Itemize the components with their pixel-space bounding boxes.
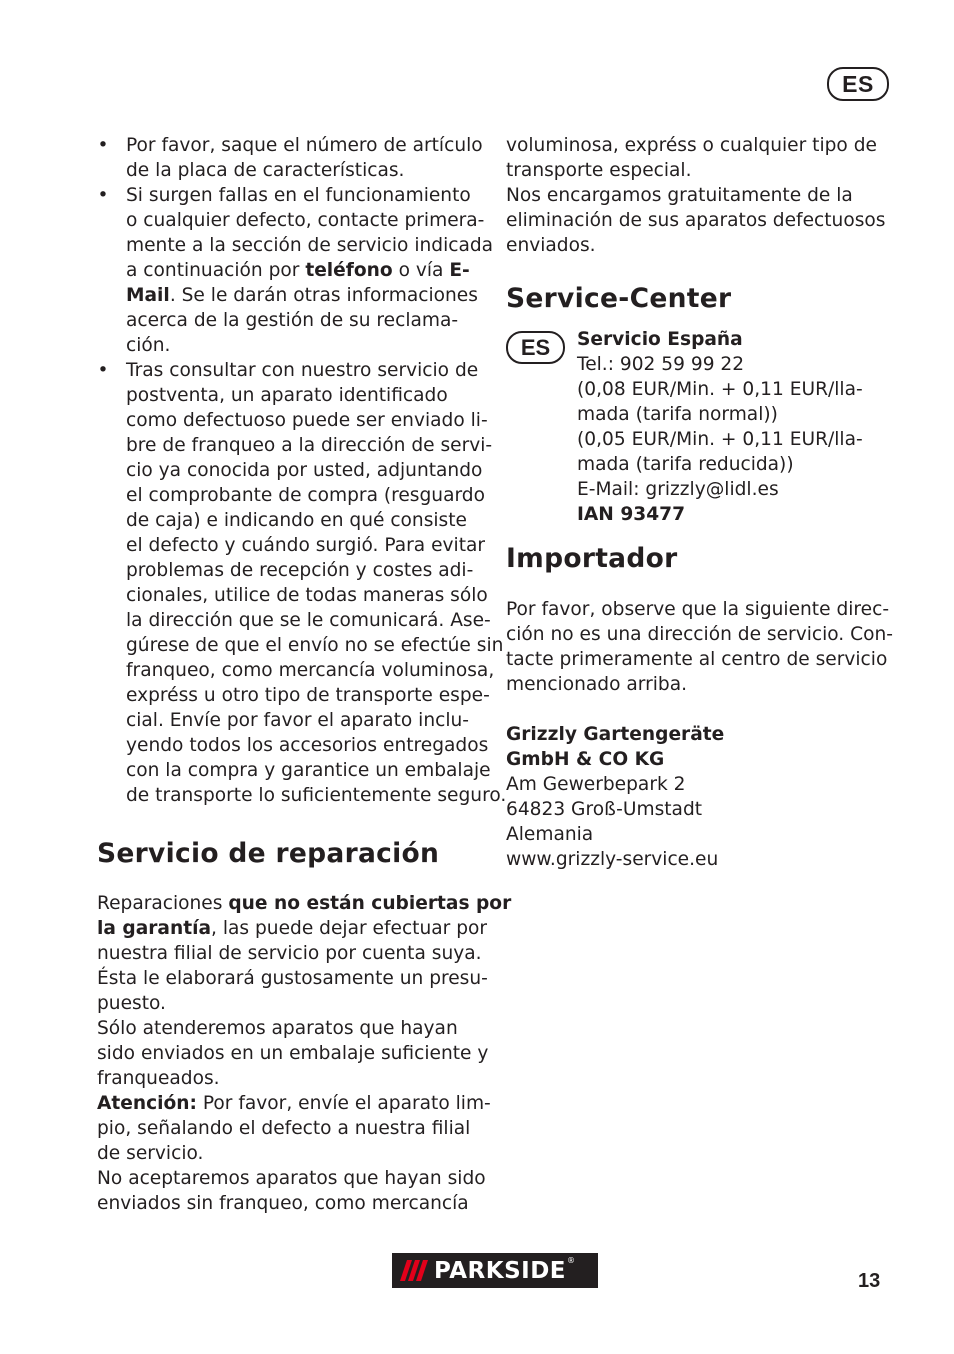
text-line: [126, 658, 495, 683]
text-line: [97, 1166, 492, 1191]
text-line: [126, 608, 492, 633]
text-line: [577, 477, 896, 502]
text-run: gúrese de que el envío no se efectúe sin: [126, 635, 504, 656]
text-run: con la compra y garantice un embalaje: [126, 760, 491, 781]
text-run: mada (tarifa reducida)): [577, 454, 794, 475]
logo-stripes-icon: [392, 1253, 432, 1288]
text-run: Tel.: 902 59 99 22: [577, 354, 745, 375]
bold-text: que no están cubiertas por: [228, 893, 512, 914]
text-run: Por favor, envíe el aparato lim-: [196, 1093, 491, 1114]
importer-note: [506, 597, 896, 697]
text-run: www.grizzly-service.eu: [506, 849, 719, 870]
text-run: el comprobante de compra (resguardo: [126, 485, 485, 506]
text-run: , las puede dejar efectuar por: [211, 918, 488, 939]
text-run: acerca de la gestión de su reclama-: [126, 310, 459, 331]
text-line: [506, 158, 896, 183]
bold-text: teléfono: [305, 260, 393, 281]
text-line: [126, 158, 492, 183]
text-run: enviados sin franqueo, como mercancía: [97, 1193, 469, 1214]
text-line: [506, 672, 896, 697]
text-line: [97, 891, 512, 916]
text-run: 64823 Groß-Umstadt: [506, 799, 703, 820]
text-run: enviados.: [506, 235, 596, 256]
text-run: Tras consultar con nuestro servicio de: [126, 360, 479, 381]
text-run: de transporte lo suficientemente seguro.: [126, 785, 507, 806]
bold-text: Grizzly Gartengeräte: [506, 724, 725, 745]
text-line: [126, 633, 504, 658]
text-run: o cualquier defecto, contacte primera-: [126, 210, 485, 231]
text-run: (0,05 EUR/Min. + 0,11 EUR/lla-: [577, 429, 863, 450]
right-column: [506, 133, 896, 872]
text-line: [126, 458, 492, 483]
bold-text: Mail: [126, 285, 170, 306]
text-run: Alemania: [506, 824, 594, 845]
text-run: problemas de recepción y costes adi-: [126, 560, 474, 581]
text-run: franqueados.: [97, 1068, 220, 1089]
country-badge: ES: [506, 331, 565, 364]
text-run: sido enviados en un embalaje suficiente y: [97, 1043, 489, 1064]
text-line: [506, 822, 896, 847]
text-run: voluminosa, expréss o cualquier tipo de: [506, 135, 877, 156]
text-line: [506, 133, 896, 158]
text-line: [97, 966, 492, 991]
bullet-item: [97, 133, 492, 183]
text-line: [97, 1016, 492, 1041]
text-line: [506, 722, 896, 747]
bold-text: GmbH & CO KG: [506, 749, 665, 770]
text-run: Reparaciones: [97, 893, 229, 914]
text-line: [126, 383, 492, 408]
text-run: como defectuoso puede ser enviado li-: [126, 410, 488, 431]
text-run: tacte primeramente al centro de servicio: [506, 649, 888, 670]
text-run: postventa, un aparato identificado: [126, 385, 448, 406]
text-line: [577, 377, 896, 402]
text-line: [126, 483, 492, 508]
text-run: ción no es una dirección de servicio. Con-: [506, 624, 893, 645]
text-line: [126, 208, 492, 233]
language-badge: ES: [827, 67, 889, 101]
bullet-item: [97, 183, 492, 358]
text-line: [126, 358, 492, 383]
service-contact-lines: [577, 327, 896, 527]
text-run: mada (tarifa normal)): [577, 404, 778, 425]
repair-heading: Servicio de reparación: [97, 838, 440, 869]
service-contact: [506, 327, 896, 527]
importer-address: [506, 722, 896, 872]
text-run: de caja) e indicando en qué consiste: [126, 510, 467, 531]
text-line: [577, 327, 896, 352]
text-run: Si surgen fallas en el funcionamiento: [126, 185, 471, 206]
text-line: [577, 402, 896, 427]
text-line: [126, 783, 507, 808]
text-line: [97, 1041, 492, 1066]
text-line: [97, 941, 492, 966]
left-column: [97, 133, 512, 1216]
text-run: eliminación de sus aparatos defectuosos: [506, 210, 886, 231]
text-line: [126, 733, 492, 758]
text-line: [506, 183, 896, 208]
text-line: [97, 991, 492, 1016]
bold-text: Atención:: [97, 1093, 197, 1114]
text-line: [97, 1091, 492, 1116]
repair-paragraph: [97, 891, 512, 1216]
text-run: yendo todos los accesorios entregados: [126, 735, 489, 756]
text-run: . Se le darán otras informaciones: [169, 285, 478, 306]
text-run: expréss u otro tipo de transporte espe-: [126, 685, 490, 706]
bold-text: Servicio España: [577, 329, 743, 350]
text-run: nuestra filial de servicio por cuenta suya.: [97, 943, 482, 964]
text-line: [97, 916, 492, 941]
bold-text: E-: [449, 260, 470, 281]
text-run: o vía: [392, 260, 450, 281]
text-run: pio, señalando el defecto a nuestra filial: [97, 1118, 471, 1139]
text-line: [126, 308, 492, 333]
text-run: ción.: [126, 335, 171, 356]
text-line: [126, 508, 492, 533]
text-run: Ésta le elaborará gustosamente un presu-: [97, 968, 488, 989]
text-run: (0,08 EUR/Min. + 0,11 EUR/lla-: [577, 379, 863, 400]
text-line: [506, 233, 896, 258]
bold-text: la garantía: [97, 918, 212, 939]
importer-heading: Importador: [506, 543, 678, 574]
text-run: Am Gewerbepark 2: [506, 774, 686, 795]
text-line: [126, 133, 492, 158]
text-line: [506, 797, 896, 822]
text-line: [126, 333, 492, 358]
text-line: [506, 847, 896, 872]
text-run: Por favor, saque el número de artículo: [126, 135, 483, 156]
text-line: [577, 352, 896, 377]
text-line: [126, 583, 492, 608]
text-run: No aceptaremos aparatos que hayan sido: [97, 1168, 486, 1189]
text-run: mencionado arriba.: [506, 674, 687, 695]
text-run: mente a la sección de servicio indicada: [126, 235, 494, 256]
text-line: [577, 427, 896, 452]
text-line: [126, 233, 492, 258]
text-line: [126, 558, 492, 583]
text-line: [97, 1066, 492, 1091]
text-line: [506, 208, 896, 233]
text-run: puesto.: [97, 993, 166, 1014]
text-run: la dirección que se le comunicará. Ase-: [126, 610, 491, 631]
bullet-icon: •: [97, 360, 109, 381]
instructions-bullet-list: [97, 133, 507, 808]
text-line: [126, 183, 492, 208]
text-line: [97, 1191, 492, 1216]
text-line: [506, 772, 896, 797]
text-run: el defecto y cuándo surgió. Para evitar: [126, 535, 486, 556]
text-run: de la placa de características.: [126, 160, 405, 181]
text-run: bre de franqueo a la dirección de servi-: [126, 435, 493, 456]
service-center-heading: Service-Center: [506, 283, 732, 314]
text-line: [126, 533, 492, 558]
bullet-icon: •: [97, 185, 109, 206]
text-line: [126, 283, 492, 308]
text-line: [506, 597, 896, 622]
text-line: [97, 1141, 492, 1166]
text-line: [577, 452, 896, 477]
text-run: cio ya conocida por usted, adjuntando: [126, 460, 483, 481]
text-line: [506, 647, 896, 672]
spacer: [506, 697, 896, 722]
text-run: cial. Envíe por favor el aparato inclu-: [126, 710, 469, 731]
text-run: Nos encargamos gratuitamente de la: [506, 185, 853, 206]
text-line: [97, 1116, 492, 1141]
text-run: de servicio.: [97, 1143, 204, 1164]
text-line: [506, 747, 896, 772]
text-line: [126, 758, 492, 783]
text-run: cionales, utilice de todas maneras sólo: [126, 585, 488, 606]
text-run: franqueo, como mercancía voluminosa,: [126, 660, 495, 681]
text-run: a continuación por: [126, 260, 306, 281]
registered-mark: ®: [567, 1256, 576, 1265]
text-line: [506, 622, 896, 647]
shipping-paragraph: [506, 133, 896, 258]
text-run: E-Mail: grizzly@lidl.es: [577, 479, 779, 500]
text-run: transporte especial.: [506, 160, 692, 181]
text-line: [126, 258, 492, 283]
text-run: Sólo atenderemos aparatos que hayan: [97, 1018, 458, 1039]
page-number: 13: [858, 1270, 881, 1292]
bold-text: IAN 93477: [577, 504, 686, 525]
bullet-item: [97, 358, 507, 808]
bullet-icon: •: [97, 135, 109, 156]
text-line: [126, 708, 492, 733]
text-line: [126, 433, 492, 458]
text-line: [126, 408, 492, 433]
text-line: [577, 502, 896, 527]
text-run: Por favor, observe que la siguiente direc-: [506, 599, 890, 620]
parkside-logo: [392, 1253, 598, 1288]
brand-name: PARKSIDE: [434, 1257, 567, 1284]
text-line: [126, 683, 492, 708]
